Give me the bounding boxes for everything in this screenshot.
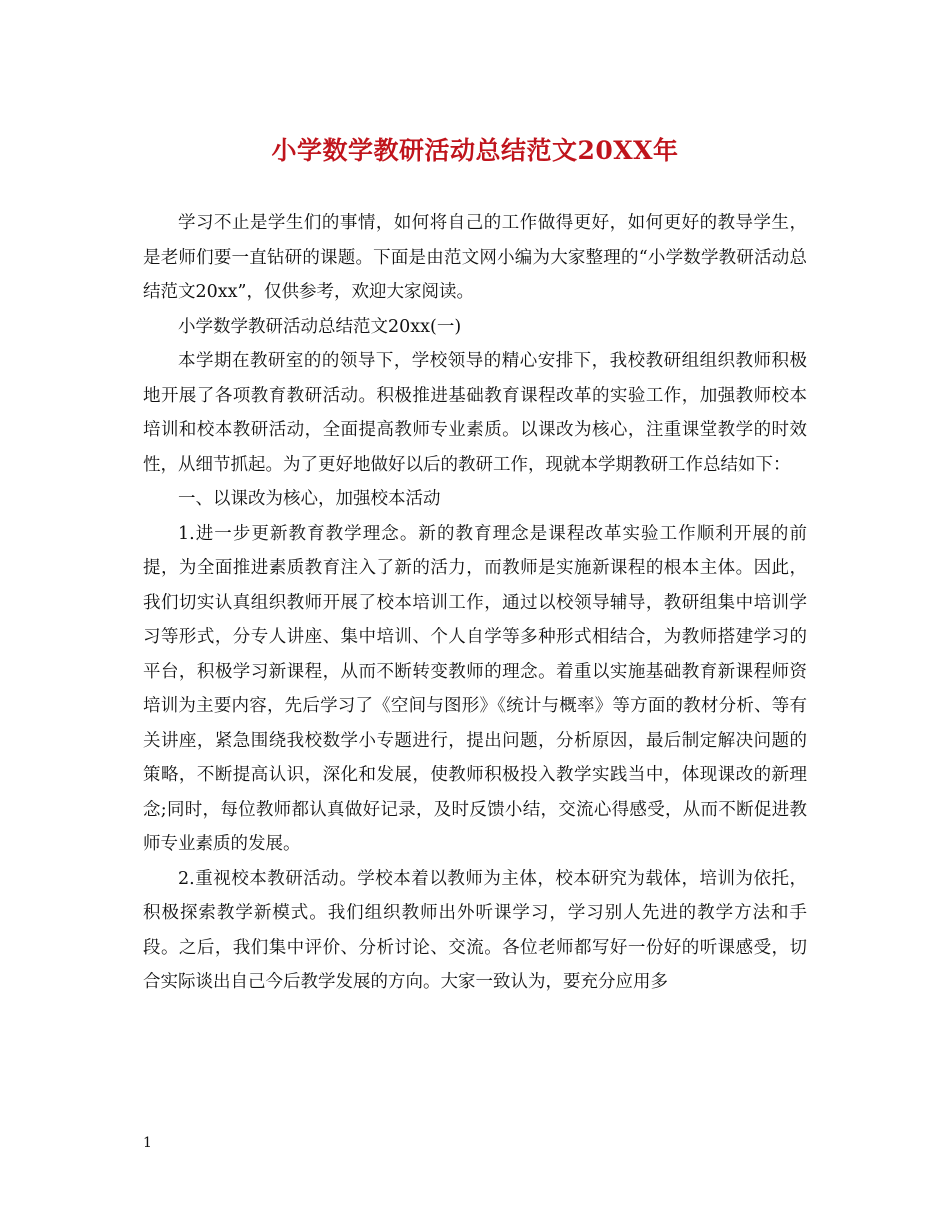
intro-paragraph: 学习不止是学生们的事情，如何将自己的工作做得更好，如何更好的教导学生，是老师们要一直钻研的课题。下面是由范文网小编为大家整理的“小学数学教研活动总结范文20xx”，仅供参考，欢迎大家阅读。: [143, 213, 807, 302]
body-paragraph: 1.进一步更新教育教学理念。新的教育理念是课程改革实验工作顺利开展的前提，为全面推进素质教育注入了新的活力，而教师是实施新课程的根本主体。因此，我们切实认真组织教师开展了校本培训工作，通过以校领导辅导，教研组集中培训学习等形式，分专人讲座、集中培训、个人自学等多种形式相结合，为教师搭建学习的平台，积极学习新课程，从而不断转变教师的理念。着重以实施基础教育新课程师资培训为主要内容，先后学习了《空间与图形》《统计与概率》等方面的教材分析、等有关讲座，紧急围绕我校数学小专题进行，提出问题，分析原因，最后制定解决问题的策略，不断提高认识，深化和发展，使教师积极投入教学实践当中，体现课改的新理念;同时，每位教师都认真做好记录，及时反馈小结，交流心得感受，从而不断促进教师专业素质的发展。: [143, 523, 807, 854]
page-number: 1: [143, 1135, 152, 1151]
body-paragraph: 本学期在教研室的的领导下，学校领导的精心安排下，我校教研组组织教师积极地开展了各项教育教研活动。积极推进基础教育课程改革的实验工作，加强教师校本培训和校本教研活动，全面提高教师专业素质。以课改为核心，注重课堂教学的时效性，从细节抓起。为了更好地做好以后的教研工作，现就本学期教研工作总结如下：: [143, 351, 807, 475]
document-title: 小学数学教研活动总结范文20XX年: [271, 136, 679, 165]
document-body: [143, 206, 807, 1000]
subsection-heading: 一、以课改为核心，加强校本活动: [178, 489, 441, 509]
body-paragraph: 2.重视校本教研活动。学校本着以教师为主体，校本研究为载体，培训为依托，积极探索教学新模式。我们组织教师出外听课学习，学习别人先进的教学方法和手段。之后，我们集中评价、分析讨论、交流。各位老师都写好一份好的听课感受，切合实际谈出自己今后教学发展的方向。大家一致认为，要充分应用多: [143, 868, 807, 992]
section-heading: 小学数学教研活动总结范文20xx(一): [178, 316, 462, 337]
